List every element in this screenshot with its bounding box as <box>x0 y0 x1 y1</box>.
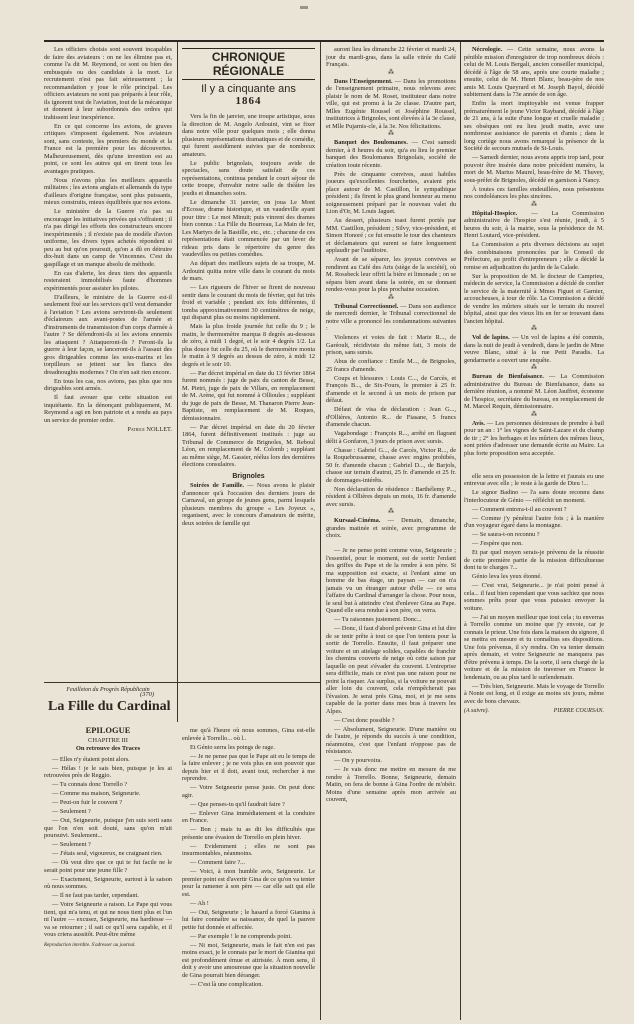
paragraph: Enfin la mort impitoyable est venue frapper prématurément le jeune Victor Rayband, décédé à l'âge de 21 ans, à la suite d'une longue et cruelle maladie ; ses obsèques ont eu lieu jeudi matin, avec une nombreuse assistance de parents et d'amis ; dans le long cortège nous avons remarqué la présence de la Société de secours mutuels de St-Louis. <box>464 100 604 152</box>
feuilleton-line: — Je ne pense point comme vous, Seigneurie ; l'essentiel, pour le moment, est de sortir l'enfant des griffes du Pape et de la rendre à son père. Si ma supposition est exacte, si l'enfant aime un homme de bas étage, un paysan — car on n'a jamais vu un étranger autour d'elle — ce sera l'affaire du Cardinal d'arranger la chose. Pour nous, le seul but à atteindre c'est d'enlever Gina au Pape. Quand elle sera rendue à son père, on verra. <box>326 547 456 614</box>
paragraph: Les officiers choisis sont souvent incapables de faire des aviateurs : on ne les élimine pas et, comme l'a dit M. Reymond, ce sont ou bien des embusqués ou des candidats à la mort. Le recrutement n'est pas fait sérieusement ; la recommandation y joue le rôle principal. Les officiers aviateurs ne sont pas préparés à leur rôle, ils ignorent tout de l'aviation, tout de la mécanique et donnent à leur subordonnés des ordres qui trahissent leur inexpérience. <box>44 46 172 121</box>
column-notices <box>464 46 604 1011</box>
paragraph <box>464 334 604 364</box>
paragraph: Près de cinquante convives, aussi habiles joueurs qu'excellentes fourchettes, avaient pris place autour de M. Castillon, le sympathique président ; ils firent le plus grand honneur au menu soigneusement préparé par le nouveau valet du Lion d'Or, M. Louis Jaguet. <box>326 170 456 215</box>
feuilleton-line: — Votre Seigneurie a raison. Le Pape qui vous tient, qui m'a tenu, et qui ne nous tient plus et l'un ni l'autre — excusez, Seigneurie, ma hardiesse — va se retourner ; il sait ce qu'il sera capable, et il vous criera aussitôt. Peut-être même <box>44 901 172 938</box>
paragraph <box>326 517 456 540</box>
inline-heading: Hôpital-Hospice. <box>472 209 518 217</box>
separator-stars: ⁂ <box>388 294 394 301</box>
separator-stars: ⁂ <box>531 326 537 332</box>
paragraph-text: — C'est samedi dernier, à 8 heures du soir, qu'a eu lieu le premier banquet des Boulomanes Brignolais, société de création toute récente. <box>326 139 456 169</box>
feuilleton-line: Le signor Badino — l'a sans doute reconnu dans l'interlocuteur de Génio — réfléchit un moment. <box>464 489 604 504</box>
paragraph: Coups et blessures : Louis C..., de Carcès, et François B..., de Six-Fours, le premier à 25 fr. d'amende et le second à un mois de prison par défaut. <box>326 374 456 404</box>
inline-heading: Vol de lapins. <box>472 334 510 341</box>
paragraph: Au dessert, plusieurs toast furent portés par MM. Castillon, président ; Silvy, vice-président, et Simon Honoré ; ce fut ensuite le tour des chanteurs et déclamateurs qui surent se faire longuement applaudir par l'auditoire. <box>326 217 456 254</box>
feuilleton-line: — Voici, à mon humble avis, Seigneurie. Le premier point est d'avertir Gina de ce qu'on va tenter pour la ramener à son père — car elle sait qui elle est. <box>182 868 315 898</box>
feuilleton-line: — Seulement ? <box>52 808 91 815</box>
feuilleton-chapter-title: On retrouve des Traces <box>75 745 141 752</box>
inline-heading: Bureau de Bienfaisance. <box>472 373 544 380</box>
feuilleton-number: (370) <box>140 691 155 698</box>
paragraph-text: — La Commission administrative de l'hospice s'est réunie, jeudi, à 5 heures du soir, à la mairie, sous la présidence de M. Henri Loutard, vice-président. <box>464 209 604 239</box>
feuilleton-line: — Seulement ? <box>52 841 91 848</box>
column-chronique <box>182 46 315 681</box>
paragraph: — Par décret impérial en date du 13 février 1864 furent nommés : juge de paix du canton de Besse, M. Pietri, juge de paix de Villars, en remplacement de M. Arène, qui fut nommé à Ollioules ; suppléant du juge de paix de Besse, M. Thanaron Pierre Jean-Baptiste, en remplacement de M. Roques, démissionnaire. <box>182 369 315 422</box>
column-rule <box>460 42 461 1020</box>
paragraph: À toutes ces familles endeuillées, nous présentons nos condoléances les plus sincères. <box>464 185 604 200</box>
feuilleton-line: — Oui, Seigneurie ; le hasard a forcé Gianina à lui faire connaître sa naissance, de quel la pauvre petite fut donnée et affectée. <box>182 908 315 931</box>
feuilleton-column-2 <box>182 727 315 1017</box>
feuilleton-line: — Enlever Gina immédiatement et la conduire en France. <box>182 809 315 824</box>
feuilleton-line: — Hélas ! je le sais bien, puisque je les ai retrouvées près de Reggio. <box>44 764 172 779</box>
feuilleton-line: Et par quel moyen serais-je prévenu de la réussite de cette première partie de la mission difficultueuse dont tu te charges ?... <box>464 549 604 571</box>
feuilleton-line: — Exactement, Seigneurie, surtout à la saison où nous sommes. <box>44 875 172 890</box>
paragraph <box>182 482 315 527</box>
feuilleton-line: — Votre Seigneurie pense juste. On peut donc agir. <box>182 784 315 799</box>
paragraph: D'ailleurs, le ministre de la Guerre est-il seulement fixé sur les services qu'il veut demander à l'aviation ? Les avions serviront-ils seulement d'éclaireurs aux avant-postes de l'armée et d'instruments de transmission d'un corps d'armée à l'autre ? Se défendront-ils si les avions ennemis les attaquent ? Attaqueront-ils ? Feront-ils la guerre à leur façon, se lanceront-ils à l'assaut des gros dirigeables comme les sous-marins et les torpilleurs se jettent sur les flancs des dreadnoughts modernes ? On n'en sait rien encore. <box>44 293 172 376</box>
feuilleton-line: — Bon ; mais tu as dit les difficultés que présente une évasion de Torrello en plein hiver. <box>182 826 315 841</box>
feuilleton-line: — Ah ! <box>190 899 209 907</box>
feuilleton-line: — Comme j'y pénétrai l'autre fois ; à la manière d'un voyageur égaré dans la montagne. <box>464 514 604 529</box>
page-header-mark <box>300 6 308 9</box>
paragraph: Il faut avouer que cette situation est inquiétante. En la dénonçant publiquement, M. Reymond a agi en bon patriote et a rendu au pays un service de premier ordre. <box>44 394 172 424</box>
feuilleton-line: — Par exemple ! le ne comprends point. <box>190 932 292 940</box>
inline-heading: Dans l'Enseignement. <box>334 77 393 85</box>
feuilleton-rule <box>44 682 320 683</box>
feuilleton-line: — Je vais donc me mettre en mesure de me rendre à Torrello. Bonne, Seigneurie, demain Matin, on fera de bonne à Gina l'ordre de m'obéir. Moins d'une semaine après mon arrivée au couvent, <box>326 766 456 803</box>
inline-heading: Nécrologie. <box>472 46 503 53</box>
to-be-continued: (A suivre). <box>464 708 489 714</box>
paragraph-text: — Un vol de lapins a été commis, dans la nuit de jeudi à vendredi, dans le jardin de Mme veuve Blanc, situé à la rue Petit Paradis. La gendarmerie a ouvert une enquête. <box>464 334 604 364</box>
feuilleton-chapter: CHAPITRE III <box>88 736 128 744</box>
feuilleton-line: — Très bien, Seigneurie. Mais le voyage de Torrello à Nonte est long, et il exige au moins six jours, même avec de bons chevaux. <box>464 682 604 705</box>
separator-stars: ⁂ <box>388 509 394 515</box>
section-year: 1864 <box>235 94 262 107</box>
feuilleton-title: La Fille du Cardinal <box>48 699 171 714</box>
paragraph <box>464 420 604 458</box>
feuilleton-line: — Que penses-tu qu'il faudrait faire ? <box>190 800 285 808</box>
inline-heading: Tribunal Correctionnel. <box>334 302 399 310</box>
feuilleton-line: — Absolument, Seigneurie. D'une manière ou de l'autre, je réponds du succès à une condition, néanmoins, c'est que l'enfant n'oppose pas de résistance. <box>326 725 456 755</box>
paragraph: Violences et voies de fait : Marie R..., de Garéoult, récidiviste du même fait, 3 mois de prison, sans sursis. <box>326 334 456 356</box>
feuilleton-line: me qu'à l'heure où nous sommes, Gina est-elle enlevée à Torrello... où l.. <box>182 727 315 742</box>
column-local-news <box>326 46 456 1011</box>
inline-heading: Avis. <box>472 419 486 427</box>
column-politics <box>44 46 172 681</box>
feuilleton-label: Feuilleton du Progrès Républicain <box>66 687 150 693</box>
paragraph: Mais la plus froide journée fut celle du 9 ; le matin, le thermomètre marqua 8 degrés au-dessous de zéro, à midi 1 degré, et le soir 4 degrés 1/2. La plus douce fut celle du 25, où le thermomètre monta le matin à 9 degrés au dessus de zéro, à midi 12 degrés et le soir 10. <box>182 323 315 368</box>
feuilleton-line: — Se saura-t-on reconnu ? <box>472 531 540 538</box>
feuilleton-line: — C'est là une complication. <box>190 980 264 988</box>
feuilleton-header <box>44 687 315 725</box>
separator-stars: ⁂ <box>388 131 394 137</box>
feuilleton-line: — Donc, il faut d'abord prévenir Gina et lui dire de se tenir prête à tout ce que l'on tentera pour la sortir de Torrello. Ensuite, il faut préparer une voiture et un attelage solides, capables de franchir les chemins couverts de neige où cette saison par laquelle on peut s'évader du couvent. L'entreprise sera difficile, mais ce n'est pas une raison pour ne point la risquer. Au surplus, si la voiture ne pouvait aller loin du couvent, cela n'empêcherait pas l'évasion. Je serai près Gina, moi, et je me sens capable de la porter dans mes bras à travers les Alpes. <box>326 625 456 715</box>
paragraph-text: — Demain, dimanche, grandes matinée et soirée, avec programme de choix. <box>326 517 456 539</box>
feuilleton-line: — Peut-on fuir le couvent ? <box>52 799 123 806</box>
feuilleton-line: — Je ne pense pas que le Pape ait eu le temps de la faire enlever ; je ne vois plus en son pouvoir que depuis hier et il doit, avant tout, rechercher à me reprendre. <box>182 752 315 782</box>
feuilleton-line: — Tu connais donc Torrello ? <box>52 781 128 788</box>
inline-heading: Kursaal-Cinéma. <box>334 517 381 524</box>
feuilleton-line: — J'espère que non. <box>472 540 523 547</box>
feuilleton-line: — Evidemment ; elles ne sont pas insurmontables, néanmoins. <box>182 842 315 857</box>
paragraph-text: — Les personnes désireuses de prendre à bail pour un an : 1° les vignes de Saint-Lazare et du champ de tir ; 2° les herbages et les mûriers des mêmes lieux, sont priées d'adresser une demande écrite au Maire. La plus forte proposition sera acceptée. <box>464 419 604 457</box>
paragraph: Le ministère de la Guerre n'a pas su encourager les initiatives privées qui s'offraient ; il n'a pas dirigé les efforts des constructeurs encore inexpérimentés ; il n'existe pas de modèle d'avion uniforme, les divers types achetés répondent si peu au but qu'on poursuit, qu'on a dû en détruire dix-huit dans un camp de Vincennes. C'est du gaspillage et un manque absolu de méthode. <box>44 208 172 268</box>
paragraph: Vers la fin de janvier, une troupe artistique, sous la direction de M. Angelo Ardouini, vint se fixer dans notre ville pour quelques mois ; elle donna plusieurs représentations dramatiques et de comédie, qui furent assidûment suivies par de nombreux amateurs. <box>182 113 315 158</box>
paragraph: En cas d'alerte, les deux tiers des appareils resteraient immobilisés faute d'hommes expérimentés pour assister les pilotes. <box>44 269 172 292</box>
feuilleton-line: — Comment faire ?... <box>190 859 245 866</box>
paragraph-text: — Cette semaine, nous avons la pénible mission d'enregistrer de trop nombreux décès : celui de M. Louis Bergali, ancien conseiller municipal, décédé à l'âge de 58 ans, après une courte maladie ; ensuite, celui de M. Henri Blanc, beau-père de nos amis M. Louis Queyrard et M. Joseph Bayol, décédé subitement dans la 73e année de son âge. <box>464 46 604 98</box>
feuilleton-line: — Elles n'y étaient point alors. <box>52 755 130 763</box>
feuilleton-line: — C'est donc possible ? <box>334 716 395 724</box>
section-heading-brignoles: Brignoles <box>232 472 265 480</box>
paragraph: Avant de se séparer, les joyeux convives se rendirent au Café des Arts (siège de la société), où M. Rossbeck leur offrit la bière et limonade ; on se sépara bien avant dans la soirée, en se donnant rendez-vous pour la plus prochaine occasion. <box>326 256 456 293</box>
paragraph-text: — Dans les promotions de l'enseignement primaire, nous relevons avec plaisir le nom de M. Roset, instituteur dans notre ville, qui est promu à la 2e classe. D'autre part, Mlles Eugénie Roussel et Joséphine Roussel, institutrices à Brignoles, sont élevées à la 3e classe, et Mlle Pujarnis-cle, à la 3e. Nos félicitations. <box>326 77 456 130</box>
paragraph <box>326 303 456 333</box>
feuilleton-line: Et Génio serra les poings de rage. <box>190 743 275 751</box>
paragraph: Le public brignolais, toujours avide de spectacles, sans doute satisfait de ces représentations, continua pendant le court séjour de cette troupe, d'envahir notre salle de théâtre les jeudis et dimanches soirs. <box>182 159 315 197</box>
paragraph <box>326 78 456 131</box>
paragraph: En tous les cas, nos avions, pas plus que nos dirigeables sont armés. <box>44 377 172 392</box>
paragraph: Vagabondage : François R..., arrêté en flagrant délit à Gonfaron, 3 jours de prison avec sursis. <box>326 430 456 445</box>
paragraph: Non déclaration de résidence : Barthélemy P..., résident à Ollières depuis un mois, 16 fr. d'amende avec sursis. <box>326 485 456 508</box>
paragraph-text: — Dans son audience de mercredi dernier, le Tribunal correctionnel de notre ville a prononcé les condamnations suivantes : <box>326 302 456 332</box>
paragraph-text: — Nous avons le plaisir d'annoncer qu'à l'occasion des derniers jours de Carnaval, un groupe de jeunes gens, parmi lesquels plusieurs membres du groupe « Les Joyeux », organisent, avec le concours d'amateurs de mérite, deux soirées de famille qui <box>182 482 315 527</box>
paragraph: En ce qui concerne les avions, de graves critiques s'imposent également. Nos aviateurs sont, sans conteste, les premiers du monde et la France est la première pour les découvertes. Malheureusement, dès qu'une invention est au point, ce sont les autres qui en tirent tous les avantages pratiques. <box>44 122 172 175</box>
separator-stars: ⁂ <box>531 411 537 418</box>
feuilleton-footer <box>464 708 604 716</box>
paragraph: Chasse : Gabriel G..., de Carcès, Victor R..., de la Roquebrussanne, chasse avec engins prohibés, 50 fr. d'amende chacun ; Gabriel D..., de Barjols, chasse sur terrain d'autrui, 25 fr. d'amende et 25 fr. de dommages-intérêts. <box>326 446 456 484</box>
paragraph: — Samedi dernier, nous avons appris trop tard, pour pouvoir être insérée dans notre précédent numéro, la mort de M. Marius Maurel, beau-frère de M. Thuvey, sous-préfet de Brignoles, décédé en garnison à Nancy. <box>464 154 604 184</box>
reproduction-notice: Reproduction interdite. S'adresser au journal. <box>44 942 136 948</box>
separator-stars: ⁂ <box>531 201 537 208</box>
separator-stars: ⁂ <box>531 365 537 371</box>
paragraph: — Par décret impérial en date du 20 février 1864, furent définitivement institués : juge au Tribunal de Commerce de Brignoles, M. Reboul Léon, en remplacement de M. Colomb ; suppléant au même siège, M. Gassier, réélus lors des dernières élections consulaires. <box>182 423 315 468</box>
feuilleton-line: — Oui, Seigneurie, puisque j'en suis sorti sans que l'on n'en soit douté, sans qu'on m'ait poursuivi. Seulement... <box>44 817 172 839</box>
feuilleton-line: — C'est vrai, Seigneurie... je n'ai point pensé à cela... il faut bien cependant que vous sachiez que nous sommes prêts pour que vous puissiez envoyer la voiture. <box>464 582 604 612</box>
separator-stars: ⁂ <box>388 69 394 76</box>
feuilleton-line: — Tu raisonnes justement. Donc... <box>334 616 422 623</box>
section-subtitle: Il y a cinquante ans <box>201 83 296 95</box>
paragraph: Sur la proposition de M. le docteur de Camprieu, médecin de service, la Commission a décidé de confier le service de la maternité à Mmes Figuet et Garnier, accoucheuses, à tour de rôle. La Commission a décidé de vendre les mûriers situés sur le terrain du nouvel hôpital, ainsi que des vieux lits en fer se trouvant dans l'ancien hôpital. <box>464 272 604 325</box>
feuilleton-line: — Comment entrera-t-il au couvent ? <box>472 505 567 513</box>
feuilleton-line: — On y pourvoira. <box>334 757 382 764</box>
feuilleton-line: — Comme ma maison, Seigneurie. <box>52 790 141 797</box>
feuilleton-line: — Il ne faut pas tarder, cependant. <box>52 892 139 899</box>
feuilleton-column-1 <box>44 727 172 1017</box>
article-signature: Patrice NOLLET. <box>127 426 172 433</box>
feuilleton-line: Génio leva les yeux étonné. <box>472 573 542 580</box>
column-rule <box>320 42 321 1020</box>
feuilleton-line: — J'étais seul, vigoureux, ne craignant rien. <box>52 850 163 857</box>
feuilleton-epilogue: EPILOGUE <box>85 727 131 735</box>
feuilleton-line: — Où veut dire que ce qui te fut facile ne le serait point pour une jeune fille ? <box>44 859 172 874</box>
paragraph: Nous n'avons plus les meilleurs appareils militaires ; les avions anglais et allemands du type d'ailleurs d'origine française, sont plus puissants, mieux construits, mieux équilibrés que nos avions. <box>44 176 172 206</box>
paragraph <box>464 373 604 411</box>
paragraph <box>464 210 604 240</box>
column-rule <box>177 42 178 722</box>
paragraph: Défaut de visa de déclaration : Jean G..., d'Ollières, Antonio R... de Fiasane, 5 francs d'amende chacun. <box>326 406 456 428</box>
feuilleton-line: — J'ai un moyen meilleur que tout cela ; tu enverras à Torrello comme un moine que j'y envoie, car je connais le prieur. Une fois dans la maison du signore, il se mettra en mesure et tu connaîtras ses dispositions. Une fois prévenus, il s'y rendra. On va tenter demain après demain, et votre Seigneurie ne manquera pas d'être prévenu à temps. De la sorte, il sera chargé de la voiture et de la mission de traverser en France le lendemain, ou au plus tard le surlendemain. <box>464 613 604 681</box>
feuilleton-line: — Ni moi, Seigneurie, mais le fait n'en est pas moins exact, je le connais par le mort de Gianina qui est profondément émue et attristée. À mon sens, il doit y avoir une amoureuse que la situation nouvelle de Gina pourrait bien déranger. <box>182 941 315 979</box>
paragraph: La Commission a pris diverses décisions au sujet des combinaisons prononcées par le Conseil de Préfecture, au profit d'entrepreneurs ; elle a décidé la remise en adjudication du jardin de la Calade. <box>464 241 604 271</box>
newspaper-page <box>44 40 604 1020</box>
feuilleton-line: elle sera en possession de la lettre et j'aurais eu une entrevue avec elle ; le reste à la garde de Dieu !... <box>464 472 604 487</box>
inline-heading: Banquet des Boulomanes. <box>334 139 408 146</box>
feuilleton-author: PIERRE COURSAN. <box>553 708 604 714</box>
paragraph: auront lieu les dimanche 22 février et mardi 24, jour du mardi-gras, dans la salle vitrée du Café Français. <box>326 46 456 68</box>
section-heading: CHRONIQUE RÉGIONALE <box>182 48 315 80</box>
paragraph <box>326 139 456 169</box>
paragraph: — Les rigueurs de l'hiver se firent de nouveau sentir dans le courant du mois de février, qui fut très froid et variable ; pendant six fois différentes, il tomba approximativement 30 centimètres de neige, qui disparut plus ou moins rapidement. <box>182 284 315 321</box>
inline-heading: Soirées de Famille. <box>190 482 244 489</box>
paragraph: Le dimanche 31 janvier, on joua Le Mont d'Ecosse, drame historique, et un vaudeville ayant pour titre : Le mot Minuit; puis vinrent des drames bien connus : La Fille du Bourreau, La Main de fer, Les Martyrs de la Bastille, etc., etc. ; chacune de ces représentations était commencée par un lever de rideau pris dans le répertoire du genre des vaudevilles ou petites comédies. <box>182 198 315 258</box>
paragraph <box>464 46 604 99</box>
paragraph-text: — La Commission administrative du Bureau de Bienfaisance, dans sa dernière réunion, a nommé M. Léon Jauffret, économe de l'hospice, secrétaire du bureau, en remplacement de M. Marcel Requin, démissionnaire. <box>464 373 604 410</box>
paragraph: Au départ des meilleurs sujets de sa troupe, M. Ardouini quitta notre ville dans le courant du mois de mars. <box>182 260 315 282</box>
paragraph: Abus de confiance : Emile M..., de Brignoles, 25 francs d'amende. <box>326 358 456 373</box>
